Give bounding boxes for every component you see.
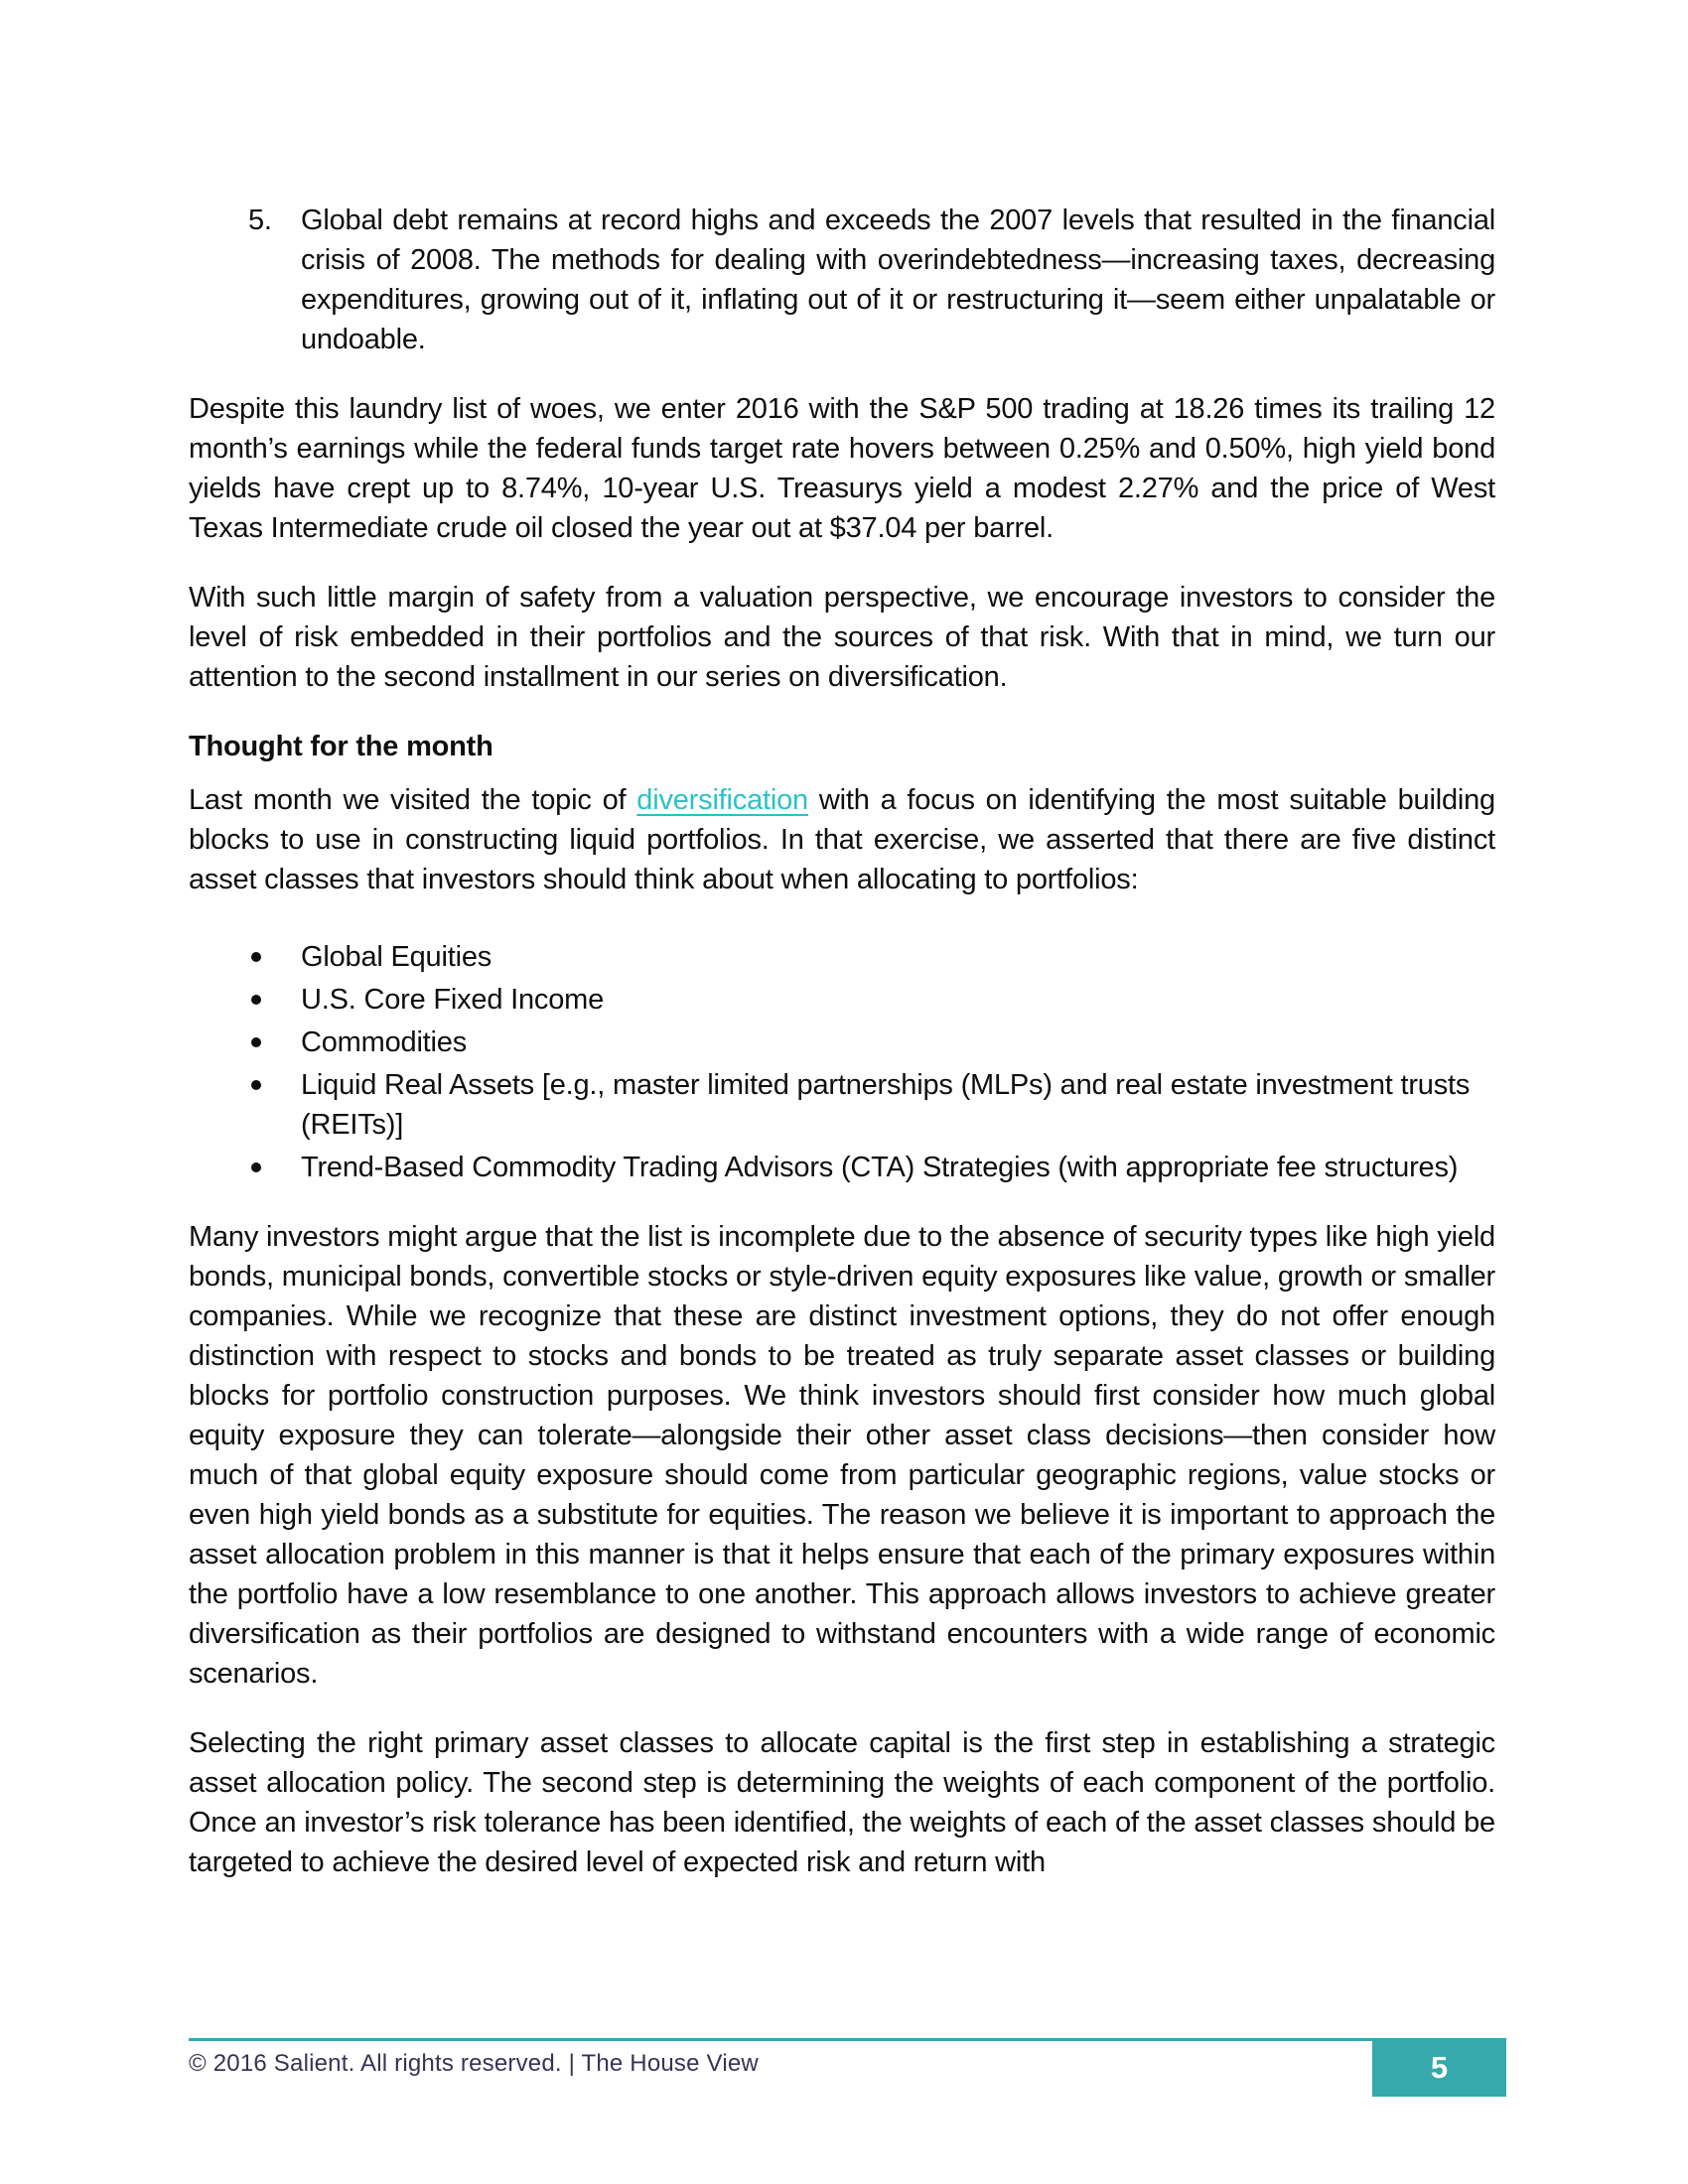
intro-text-before-link: Last month we visited the topic of [189,784,637,816]
list-item-commodities [301,1023,1495,1062]
list-item-label: Global Equities [301,941,492,973]
list-item-trend-based-cta [301,1148,1495,1187]
paragraph-margin-of-safety: With such little margin of safety from a valuation perspective, we encourage investors to consider the level of risk embedded in their portfolios and the sources of that risk. With that in mind, we turn our attention to the second installment in our series on diversification. [189,582,1495,693]
list-item-text: Global debt remains at record highs and exceeds the 2007 levels that resulted in the financial crisis of 2008. The methods for dealing with overindebtedness—increasing taxes, decreasing expenditures, growing out of it, inflating out of it or restructuring it—seem either unpalatable or undoable. [301,205,1495,355]
list-item-label: Trend-Based Commodity Trading Advisors (CTA) Strategies (with appropriate fee structures) [301,1152,1459,1183]
footer-copyright: © 2016 Salient. All rights reserved. | The House View [189,2050,759,2077]
list-item-core-fixed-income [301,980,1495,1020]
list-item-liquid-real-assets [301,1065,1495,1145]
list-item-number: 5. [248,205,272,236]
intro-text-after-link: with a focus on identifying the most suitable building blocks to use in constructing liquid portfolios. In that exercise, we asserted that there are five distinct asset classes that investors should think about when allocating to portfolios: [189,784,1495,895]
list-item-label: Commodities [301,1026,468,1058]
section-heading-thought-for-the-month: Thought for the month [189,731,493,762]
paragraph-market-valuations: Despite this laundry list of woes, we enter 2016 with the S&P 500 trading at 18.26 times its trailing 12 month’s earnings while the federal funds target rate hovers between 0.25% and 0.50%, high yield bond yields have crept up to 8.74%, 10-year U.S. Treasurys yield a modest 2.27% and the price of West Texas Intermediate crude oil closed the year out at $37.04 per barrel. [189,393,1495,544]
list-item-label: Liquid Real Assets [e.g., master limited partnerships (MLPs) and real estate investment trusts (REITs)] [301,1069,1471,1141]
page-content [189,201,1495,1912]
footer-divider [189,2038,1506,2041]
paragraph-many-investors: Many investors might argue that the list is incomplete due to the absence of security types like high yield bonds, municipal bonds, convertible stocks or style-driven equity exposures like value, growth or smaller companies. While we recognize that these are distinct investment options, they do not offer enough distinction with respect to stocks and bonds to be treated as truly separate asset classes or building blocks for portfolio construction purposes. We think investors should first consider how much global equity exposure they can tolerate—alongside their other asset class decisions—then consider how much of that global equity exposure should come from particular geographic regions, value stocks or even high yield bonds as a substitute for equities. The reason we believe it is important to approach the asset allocation problem in this manner is that it helps ensure that each of the primary exposures within the portfolio have a low resemblance to one another. This approach allows investors to achieve greater diversification as their portfolios are designed to withstand encounters with a wide range of economic scenarios. [189,1221,1495,1690]
list-item-label: U.S. Core Fixed Income [301,984,605,1016]
asset-class-list [189,937,1495,1187]
paragraph-selecting-asset-classes: Selecting the right primary asset classes to allocate capital is the first step in establishing a strategic asset allocation policy. The second step is determining the weights of each component of the portfolio. Once an investor’s risk tolerance has been identified, the weights of each of the asset classes should be targeted to achieve the desired level of expected risk and return with [189,1727,1495,1878]
page-number-badge: 5 [1372,2038,1506,2097]
paragraph-thought-intro [189,780,1495,899]
list-item-global-equities [301,937,1495,977]
numbered-list-item-5 [189,201,1495,359]
diversification-link[interactable]: diversification [636,784,808,816]
